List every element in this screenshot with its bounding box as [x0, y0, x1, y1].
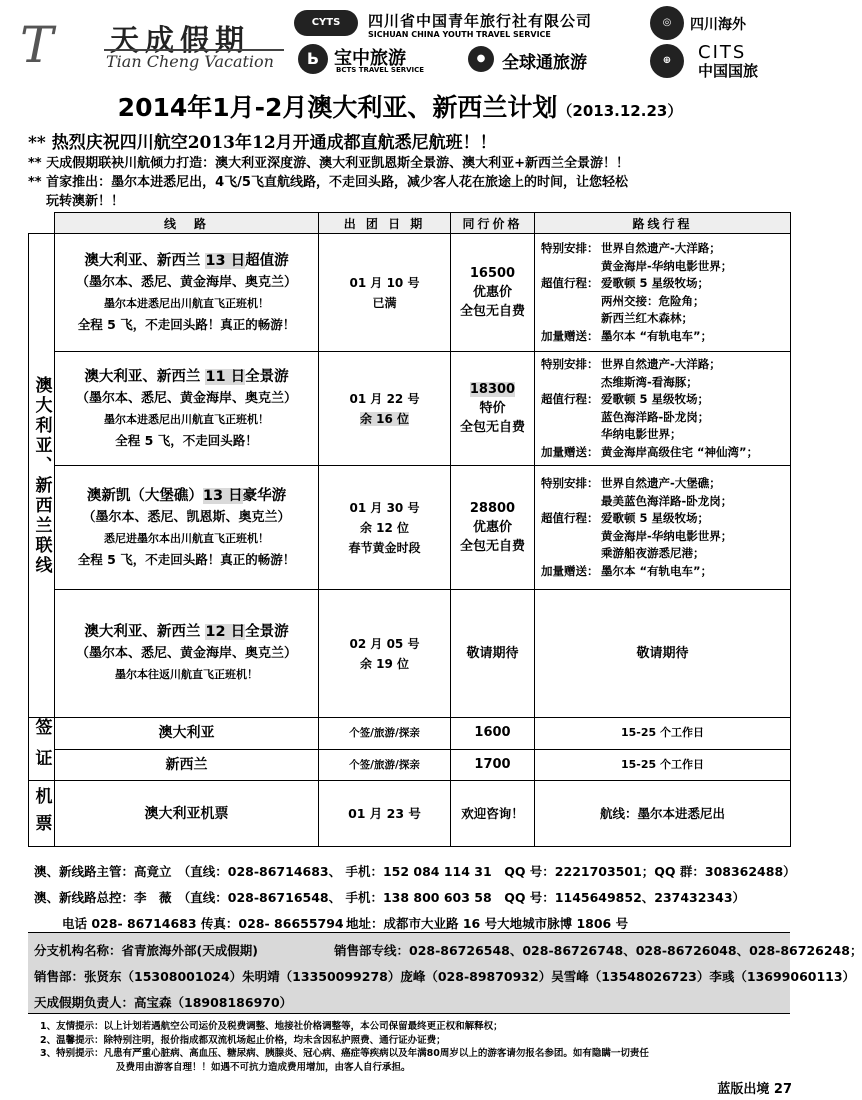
itinerary-line: 最美蓝色海洋路-卧龙岗； [601, 493, 733, 508]
table-row [29, 234, 791, 352]
contact-manager: 澳、新线路主管：高竟立 （直线：028-86714683、 手机：152 084 114 31 QQ 号：2221703501；QQ 群：308362488） [34, 864, 796, 879]
departure-extra: 春节黄金时段 [348, 540, 421, 555]
price-note: 全包无自费 [459, 420, 525, 435]
side-label-text: 澳大利亚、新西兰联线 [31, 375, 52, 576]
visa-price: 1600 [451, 718, 535, 750]
tour-title: 澳大利亚、新西兰 11 日全景游 [84, 368, 289, 385]
itinerary-line: 加量赠送： 墨尔本 “有轨电车”； [541, 563, 713, 578]
tour-route [55, 234, 319, 352]
tour-promo: 全程 5 飞，不走回头路！真正的畅游！ [77, 316, 296, 332]
seat-status: 余 16 位 [359, 411, 410, 426]
itinerary-line: 加量赠送： 墨尔本 “有轨电车”； [541, 328, 713, 343]
tour-flight-note: 悉尼进墨尔本出川航直飞正班机！ [104, 531, 269, 545]
tour-departure [319, 234, 451, 352]
tour-price [451, 466, 535, 590]
itinerary-line: 黄金海岸-华纳电影世界； [601, 258, 733, 273]
header-itinerary: 路线行程 [535, 213, 791, 234]
ticket-route: 航线：墨尔本进悉尼出 [535, 781, 791, 847]
tour-departure [319, 352, 451, 466]
price-value: 28800 [469, 501, 516, 516]
tour-cities: （墨尔本、悉尼、凯恩斯、奥克兰） [82, 509, 291, 525]
seat-status: 已满 [372, 295, 397, 310]
price-note: 全包无自费 [459, 539, 525, 554]
tip-item: 及费用由游客自理！！如遇不可抗力造成费用增加，由客人自行承担。 [40, 1061, 411, 1073]
visa-country: 新西兰 [55, 749, 319, 781]
itinerary-line: 超值行程： 爱歌顿 5 星级牧场； [541, 276, 710, 290]
title-date: （2013.12.23） [557, 102, 683, 120]
price-type: 优惠价 [472, 285, 512, 300]
contact-address: 地址：成都市大业路 16 号大地城市脉博 1806 号 [346, 916, 629, 931]
side-label-visa: 签证 [29, 718, 55, 781]
tour-title: 澳大利亚、新西兰 12 日全景游 [84, 624, 289, 640]
tour-price [451, 352, 535, 466]
partner-cits: CITS [698, 42, 747, 63]
tour-cities: （墨尔本、悉尼、黄金海岸、奥克兰） [75, 274, 297, 290]
title-main: 2014年1月-2月澳大利亚、新西兰计划 [117, 93, 558, 122]
branch-name: 分支机构名称：省青旅海外部(天成假期) [34, 943, 258, 958]
tip-item: 1、友情提示：以上计划若遇航空公司运价及税费调整、地接社价格调整等，本公司保留最终更正权和解释权； [40, 1021, 503, 1032]
table-row [29, 781, 791, 847]
tour-route [55, 352, 319, 466]
departure-date: 01 月 10 号 [349, 275, 420, 290]
tour-itinerary [535, 234, 791, 352]
header-route: 线 路 [55, 213, 319, 234]
global-travel-emblem: ● [468, 46, 494, 72]
partner-global-travel: 全球通旅游 [502, 53, 587, 73]
itinerary-line: 杰维斯湾-看海豚； [601, 374, 698, 389]
ticket-date: 01 月 23 号 [319, 781, 451, 847]
bcts-emblem: Ь [298, 44, 328, 74]
itinerary-line: 超值行程： 爱歌顿 5 星级牧场； [541, 392, 710, 406]
partner-bcts-en: BCTS TRAVEL SERVICE [336, 66, 425, 74]
tour-itinerary [535, 466, 791, 590]
price-type: 特价 [479, 401, 506, 416]
contact-controller: 澳、新线路总控：李 薇 （直线：028-86716548、 手机：138 800 603 58 QQ 号：1145649852、237432343） [34, 890, 746, 905]
header-date: 出 团 日 期 [319, 213, 451, 234]
tour-promo: 全程 5 飞，不走回头路！ [115, 432, 258, 448]
tour-title: 澳大利亚、新西兰 13 日超值游 [84, 252, 289, 269]
visa-type: 个签/旅游/探亲 [319, 749, 451, 781]
sichuan-overseas-emblem: ◎ [650, 6, 684, 40]
tc-logo-mark: T [20, 16, 54, 74]
table-header-row [29, 213, 791, 234]
branch-hotline: 销售部专线：028-86726548、028-86726748、028-86726048、028-86726248； [334, 943, 862, 958]
departure-date: 01 月 22 号 [349, 391, 420, 406]
branch-manager: 天成假期负责人：高宝森（18908186970） [34, 995, 293, 1010]
cyts-emblem: CYTS [294, 10, 358, 36]
itinerary-line: 加量赠送： 黄金海岸高级住宅 “神仙湾”； [541, 444, 759, 459]
notice-1: ** 热烈庆祝四川航空2013年12月开通成都直航悉尼航班！！ [28, 133, 497, 153]
notice-3: ** 首家推出：墨尔本进悉尼出，4飞/5飞直航线路，不走回头路，减少客人花在旅途上的时间，让您轻松 [28, 175, 628, 190]
tour-table [28, 212, 791, 847]
brand-name-cn: 天成假期 [110, 23, 251, 57]
partner-cyts: 四川省中国青年旅行社有限公司 [368, 12, 593, 30]
page-footer: 蓝版出境 27 [717, 1082, 792, 1097]
tour-itinerary: 敬请期待 [535, 590, 791, 718]
itinerary-line: 特别安排： 世界自然遗产-大洋路； [541, 357, 721, 371]
visa-processing-time: 15-25 个工作日 [535, 749, 791, 781]
price-type: 优惠价 [472, 520, 512, 535]
itinerary-line: 乘游船夜游悉尼港； [601, 546, 705, 560]
price-value: 18300 [469, 382, 516, 397]
tour-title: 澳新凯（大堡礁）13 日豪华游 [86, 487, 287, 504]
visa-country: 澳大利亚 [55, 718, 319, 750]
table-row [29, 749, 791, 781]
tour-itinerary [535, 352, 791, 466]
tour-route [55, 590, 319, 718]
seat-status: 余 12 位 [359, 520, 410, 535]
price-value: 16500 [469, 266, 516, 281]
table-row [29, 352, 791, 466]
header-price: 同行价格 [451, 213, 535, 234]
table-row [29, 718, 791, 750]
tour-departure [319, 466, 451, 590]
visa-type: 个签/旅游/探亲 [319, 718, 451, 750]
itinerary-line: 特别安排： 世界自然遗产-大堡礁； [541, 476, 721, 490]
departure-date: 01 月 30 号 [349, 500, 420, 515]
departure-date: 02 月 05 号 [349, 636, 420, 651]
table-row [29, 590, 791, 718]
tour-flight-note: 墨尔本进悉尼出川航直飞正班机！ [104, 412, 269, 426]
ticket-price: 欢迎咨询！ [451, 781, 535, 847]
partner-sichuan-overseas: 四川海外 [690, 17, 746, 33]
brand-name-en: Tian Cheng Vacation [106, 52, 274, 71]
seat-status: 余 19 位 [359, 656, 410, 671]
tour-promo: 全程 5 飞，不走回头路！真正的畅游！ [77, 551, 296, 567]
itinerary-line: 华纳电影世界； [601, 427, 682, 441]
branch-info [28, 932, 862, 1014]
table-row [29, 466, 791, 590]
tip-item: 3、特别提示：凡患有严重心脏病、高血压、糖尿病、胰腺炎、冠心病、癌症等疾病以及年满80周岁以上的游客请勿报名参团。如有隐瞒一切责任 [40, 1048, 649, 1059]
itinerary-line: 特别安排： 世界自然遗产-大洋路； [541, 241, 721, 255]
notice-4: 玩转澳新！！ [46, 194, 125, 209]
itinerary-line: 两州交接：危险角； [601, 293, 705, 308]
visa-price: 1700 [451, 749, 535, 781]
partner-bcts: 宝中旅游 [334, 48, 406, 69]
itinerary-line: 黄金海岸-华纳电影世界； [601, 528, 733, 543]
tour-flight-note: 墨尔本往返川航直飞正班机！ [115, 668, 258, 681]
branch-sales: 销售部：张贤东（15308001024）朱明靖（13350099278）庞峰（028-89870932）吴雪峰（13548026723）李彧（13699060113） [34, 969, 856, 984]
tour-departure [319, 590, 451, 718]
page-title [0, 88, 800, 124]
contact-phone: 电话 028- 86714683 传真：028- 86655794 [62, 916, 344, 931]
tour-route [55, 466, 319, 590]
side-label-ticket: 机票 [29, 781, 55, 847]
side-label-au-nz [29, 234, 55, 718]
cits-emblem: ⊕ [650, 44, 684, 78]
visa-processing-time: 15-25 个工作日 [535, 718, 791, 750]
partner-cyts-en: SICHUAN CHINA YOUTH TRAVEL SERVICE [368, 30, 551, 39]
tip-item: 2、温馨提示：除特别注明，报价指成都双流机场起止价格，均未含因私护照费、通行证办证费； [40, 1034, 446, 1046]
partner-cits-cn: 中国国旅 [698, 62, 759, 80]
tour-price: 敬请期待 [451, 590, 535, 718]
brand-divider [104, 49, 284, 51]
itinerary-line: 蓝色海洋路-卧龙岗； [601, 409, 710, 424]
price-note: 全包无自费 [459, 304, 525, 319]
tour-flight-note: 墨尔本进悉尼出川航直飞正班机！ [104, 296, 269, 310]
tour-cities: （墨尔本、悉尼、黄金海岸、奥克兰） [75, 390, 297, 406]
tian-cheng-logo [14, 12, 284, 74]
tour-cities: （墨尔本、悉尼、黄金海岸、奥克兰） [75, 646, 297, 661]
tour-price [451, 234, 535, 352]
itinerary-line: 新西兰红木森林； [601, 311, 693, 325]
ticket-name: 澳大利亚机票 [55, 781, 319, 847]
tips [40, 1020, 790, 1074]
itinerary-line: 超值行程： 爱歌顿 5 星级牧场； [541, 511, 710, 525]
notice-2: ** 天成假期联袂川航倾力打造：澳大利亚深度游、澳大利亚凯恩斯全景游、澳大利亚+新西兰全景游！！ [28, 156, 630, 171]
